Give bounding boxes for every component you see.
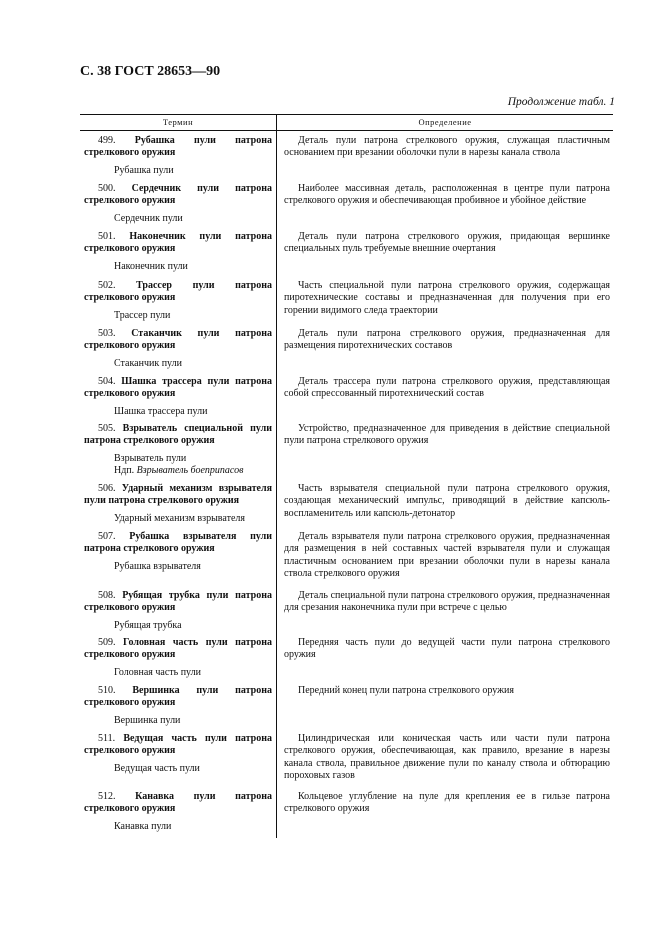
term-short-form: Канавка пули [114,820,172,832]
term-name: Трассер пули патрона стрелкового оружия [84,280,272,304]
table-continuation-label: Продолжение табл. 1 [507,96,615,108]
term-cell [84,531,272,573]
term-number: 509. [98,637,116,648]
term-name: Рубашка взрывателя пули патрона стрелкового оружия [84,531,273,555]
term-name: Ведущая часть пули патрона стрелкового оружия [84,733,272,757]
definition-cell: Деталь пули патрона стрелкового оружия, придающая вершинке специальных пуль требуемые внешние очертания [284,231,610,255]
term-cell [84,376,272,418]
term-name: Вершинка пули патрона стрелкового оружия [84,685,273,709]
terms-table [80,114,613,838]
definition-cell: Наиболее массивная деталь, расположенная в центре пули патрона стрелкового оружия и обеспечивающая пробивное и убойное действие [284,183,610,207]
term-number: 510. [98,685,116,696]
term-short-form: Головная часть пули [114,666,201,678]
table-header-rule [80,130,613,131]
term-cell [84,280,272,322]
term-name: Стаканчик пули патрона стрелкового оружия [84,328,273,352]
term-number: 512. [98,791,116,802]
term-number: 502. [98,280,116,291]
term-name: Головная часть пули патрона стрелкового оружия [84,637,272,661]
term-name: Взрыватель специальной пули патрона стрелкового оружия [84,423,272,447]
term-cell [84,483,272,525]
page-header: С. 38 ГОСТ 28653—90 [80,64,221,79]
term-name: Наконечник пули патрона стрелкового оружия [84,231,273,255]
definition-cell: Цилиндрическая или коническая часть или части пули патрона стрелкового оружия, обеспечивающая, как правило, врезание в нарезы канала ствола, правильное движение пули по каналу ствола и обтюрацию пороховых газов [284,733,610,782]
term-cell [84,135,272,177]
definition-cell: Передний конец пули патрона стрелкового оружия [298,685,514,696]
term-name: Рубящая трубка пули патрона стрелкового оружия [84,590,272,614]
term-short-form: Рубашка взрывателя [114,560,201,572]
term-cell [84,423,272,478]
definition-cell: Кольцевое углубление на пуле для крепления ее в гильзе патрона стрелкового оружия [284,791,610,815]
term-short-form: Рубашка пули [114,164,174,176]
term-short-form: Рубящая трубка [114,619,182,631]
term-name: Шашка трассера пули патрона стрелкового оружия [84,376,272,400]
term-short-form: Вершинка пули [114,714,181,726]
term-short-form: Взрыватель пули [114,452,187,464]
column-divider [276,114,277,838]
term-number: 507. [98,531,116,542]
definition-cell: Деталь трассера пули патрона стрелкового оружия, представляющая собой спрессованный пиротехнический состав [284,376,610,400]
definition-cell: Деталь специальной пули патрона стрелкового оружия, предназначенная для срезания наконечника пули при встрече с целью [284,590,610,614]
term-cell [84,590,272,632]
definition-cell: Деталь взрывателя пули патрона стрелкового оружия, предназначенная для размещения в ней составных частей взрывателя пули и служащая пластичным основанием при врезании оболочки пули в нарезы канала ствола стрелкового оружия [284,531,610,580]
term-cell [84,685,272,727]
term-number: 508. [98,590,116,601]
term-number: 503. [98,328,116,339]
term-number: 505. [98,423,116,434]
column-header-definition: Определение [418,117,472,127]
term-cell [84,328,272,370]
term-name: Ударный механизм взрывателя пули патрона стрелкового оружия [84,483,272,507]
term-cell [84,231,272,273]
definition-cell: Часть взрывателя специальной пули патрона стрелкового оружия, создающая механический импульс, приводящий в действие капсюль-воспламенитель или капсюль-детонатор [284,483,610,519]
term-short-form: Трассер пули [114,309,171,321]
deprecated-label: Ндп. [114,465,135,477]
definition-cell: Часть специальной пули патрона стрелкового оружия, содержащая пиротехнические составы и предназначенная для получения при его горении видимого следа траектории [284,280,610,316]
term-cell [84,183,272,225]
term-short-form: Ударный механизм взрывателя [114,512,245,524]
term-cell [84,733,272,775]
term-number: 506. [98,483,116,494]
definition-cell: Устройство, предназначенное для приведения в действие специальной пули патрона стрелкового оружия [284,423,610,447]
term-cell [84,637,272,679]
table-top-rule [80,114,613,115]
term-name: Канавка пули патрона стрелкового оружия [84,791,273,815]
term-short-form: Сердечник пули [114,212,183,224]
term-short-form: Наконечник пули [114,260,188,272]
definition-cell: Передняя часть пули до ведущей части пули патрона стрелкового оружия [284,637,610,661]
definition-cell: Деталь пули патрона стрелкового оружия, служащая пластичным основанием при врезании оболочки пули в нарезы канала ствола [284,135,610,159]
deprecated-term [84,465,272,477]
term-number: 504. [98,376,116,387]
term-number: 511. [98,733,116,744]
definition-cell: Деталь пули патрона стрелкового оружия, предназначенная для размещения пиротехнических составов [284,328,610,352]
term-number: 499. [98,135,116,146]
term-number: 500. [98,183,116,194]
term-short-form: Ведущая часть пули [114,762,200,774]
term-cell [84,791,272,833]
term-number: 501. [98,231,116,242]
column-header-term: Термин [162,117,194,127]
term-short-form: Шашка трассера пули [114,405,208,417]
term-name: Рубашка пули патрона стрелкового оружия [84,135,273,159]
term-name: Сердечник пули патрона стрелкового оружия [84,183,272,207]
term-short-form: Стаканчик пули [114,357,182,369]
deprecated-term-text: Взрыватель боеприпасов [136,465,244,477]
